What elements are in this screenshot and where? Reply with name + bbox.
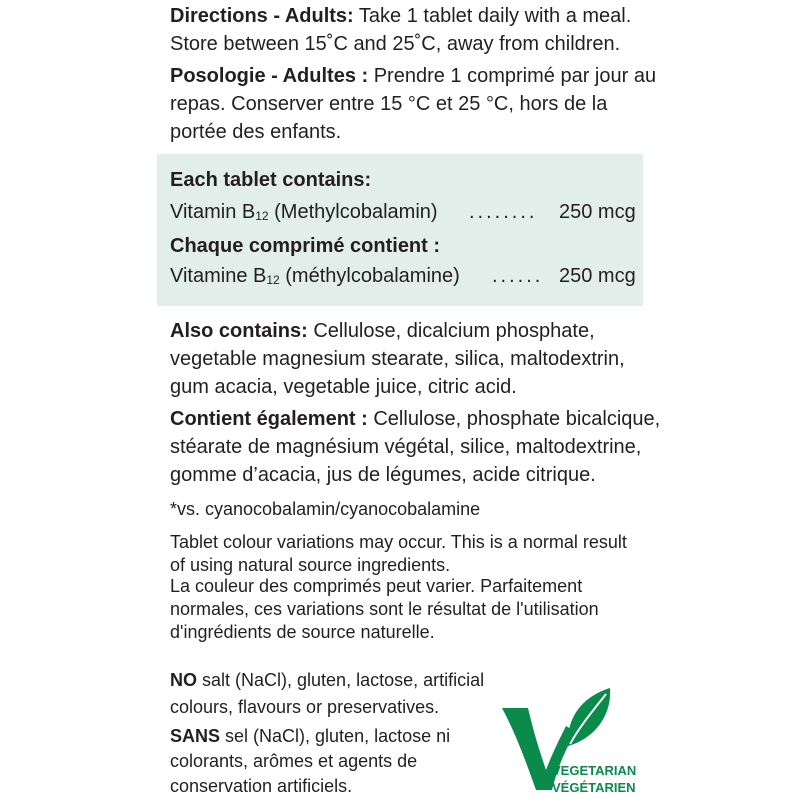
ingredient-en-name: Vitamin $B_{12}$ (Methylcobalamin) [170,201,438,223]
colour-note-fr-line2: normales, ces variations sont le résultat de l'utilisation [170,599,599,619]
free-from-en-line2: colours, flavours or preservatives. [170,697,440,717]
colour-note-en-line2: of using natural source ingredients. [170,555,451,575]
free-from-en-heading: NO [170,670,197,690]
also-contains-en-heading: Also contains: [170,320,308,342]
directions-en [170,2,631,58]
directions-en-line2: Store between 15˚C and 25˚C, away from children. [170,33,621,55]
ingredient-fr-name: Vitamine $B_{12}$ (méthylcobalamine) [170,265,460,287]
ingredients-panel [157,154,643,306]
also-contains-en-line2: vegetable magnesium stearate, silica, maltodextrin, [170,348,625,370]
ingredient-fr-leader: ...... [492,265,544,287]
directions-fr-line2: repas. Conserver entre 15 °C et 25 °C, hors de la [170,93,608,115]
directions-en-heading: Directions - Adults: [170,5,354,27]
vegetarian-label-en: VEGETARIAN [552,763,637,778]
ingredient-row-en [170,198,636,226]
vegetarian-label-fr: VÉGÉTARIEN [552,780,636,795]
free-from-fr-line3: conservation artificiels. [170,776,353,796]
directions-fr-heading: Posologie - Adultes : [170,65,369,87]
directions-fr-line3: portée des enfants. [170,121,342,143]
also-contains-en-line1: Cellulose, dicalcium phosphate, [313,320,595,342]
free-from-fr-heading: SANS [170,726,221,746]
free-from-en [170,667,484,721]
directions-fr-line1: Prendre 1 comprimé par jour au [373,65,657,87]
free-from-fr-line2: colorants, arômes et agents de [170,751,418,771]
free-from-fr [170,724,450,799]
colour-note-fr-line3: d'ingrédients de source naturelle. [170,622,435,642]
ingredient-fr-amount: 250 mcg [559,265,636,287]
colour-note-fr-line1: La couleur des comprimés peut varier. Parfaitement [170,576,583,596]
ingredient-row-fr [170,262,636,290]
each-tablet-heading: Each tablet contains: [170,169,372,191]
also-contains-en-line3: gum acacia, vegetable juice, citric acid. [170,376,517,398]
also-contains-fr [170,405,660,489]
also-contains-fr-line3: gomme d’acacia, jus de légumes, acide citrique. [170,464,596,486]
free-from-en-line1: salt (NaCl), gluten, lactose, artificial [202,670,485,690]
colour-note-fr [170,575,599,644]
footnote [170,498,480,521]
vegetarian-logo [500,686,635,796]
colour-note-en [170,531,627,577]
ingredient-en-amount: 250 mcg [559,201,636,223]
directions-en-line1: Take 1 tablet daily with a meal. [358,5,632,27]
colour-note-en-line1: Tablet colour variations may occur. This is a normal result [170,532,627,552]
vegetarian-label [552,762,636,796]
also-contains-en [170,317,625,401]
chaque-comprime-heading: Chaque comprimé contient : [170,235,441,257]
ingredient-en-leader: ........ [469,201,538,223]
also-contains-fr-line2: stéarate de magnésium végétal, silice, maltodextrine, [170,436,642,458]
free-from-fr-line1: sel (NaCl), gluten, lactose ni [225,726,451,746]
directions-fr [170,62,656,146]
footnote-text: *vs. cyanocobalamin/cyanocobalamine [170,499,481,519]
also-contains-fr-heading: Contient également : [170,408,368,430]
also-contains-fr-line1: Cellulose, phosphate bicalcique, [373,408,661,430]
